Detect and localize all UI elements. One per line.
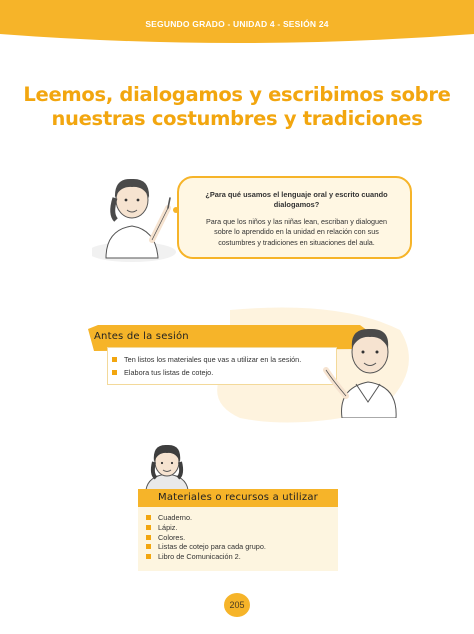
girl-small-illustration	[142, 440, 192, 490]
bullet-square-icon	[146, 554, 151, 559]
materials-item-text: Lápiz.	[158, 522, 178, 532]
materials-item	[146, 542, 266, 551]
title-line-2: nuestras costumbres y tradiciones	[51, 107, 423, 130]
materials-item	[146, 552, 266, 561]
bubble-answer-line-3: costumbres y tradiciones en situaciones del aula.	[218, 237, 375, 247]
antes-item-text: Elabora tus listas de cotejo.	[124, 368, 214, 377]
header-text: SEGUNDO GRADO - UNIDAD 4 - SESIÓN 24	[145, 19, 329, 29]
materials-title-bar	[138, 489, 338, 507]
boy-illustration	[320, 318, 412, 418]
bullet-square-icon	[112, 370, 117, 375]
materials-item-text: Colores.	[158, 532, 186, 542]
materials-item	[146, 513, 266, 522]
materials-item	[146, 533, 266, 542]
materials-item-text: Cuaderno.	[158, 513, 193, 522]
antes-item	[112, 355, 301, 364]
bubble-question	[189, 190, 404, 209]
page-number-badge	[224, 593, 250, 617]
bullet-square-icon	[146, 544, 151, 549]
bullet-square-icon	[146, 515, 151, 520]
bubble-answer-line-1: Para que los niños y las niñas lean, escriban y dialoguen	[205, 217, 387, 226]
materials-item	[146, 523, 266, 532]
materials-item-text: Libro de Comunicación 2.	[158, 552, 241, 562]
girl-illustration	[92, 170, 188, 262]
antes-title: Antes de la sesión	[94, 331, 189, 342]
bubble-question-line-1: ¿Para qué usamos el lenguaje oral y escrito cuando	[205, 190, 388, 199]
bubble-question-line-2: dialogamos?	[273, 199, 320, 209]
antes-item-text: Ten listos los materiales que vas a utilizar en la sesión.	[124, 355, 302, 364]
bubble-answer-line-2: sobre lo aprendido en la unidad en relación con sus	[214, 227, 379, 237]
antes-item	[112, 368, 301, 377]
materials-list	[146, 513, 266, 561]
bullet-square-icon	[146, 525, 151, 530]
antes-list	[112, 355, 301, 377]
title-line-1: Leemos, dialogamos y escribimos sobre	[23, 83, 451, 106]
materials-title: Materiales o recursos a utilizar	[158, 492, 318, 503]
bullet-square-icon	[112, 357, 117, 362]
materials-item-text: Listas de cotejo para cada grupo.	[158, 542, 266, 552]
speech-bubble	[177, 176, 412, 259]
page-title	[20, 83, 454, 131]
bubble-answer	[189, 217, 404, 248]
page-number: 205	[229, 600, 245, 610]
bullet-square-icon	[146, 535, 151, 540]
